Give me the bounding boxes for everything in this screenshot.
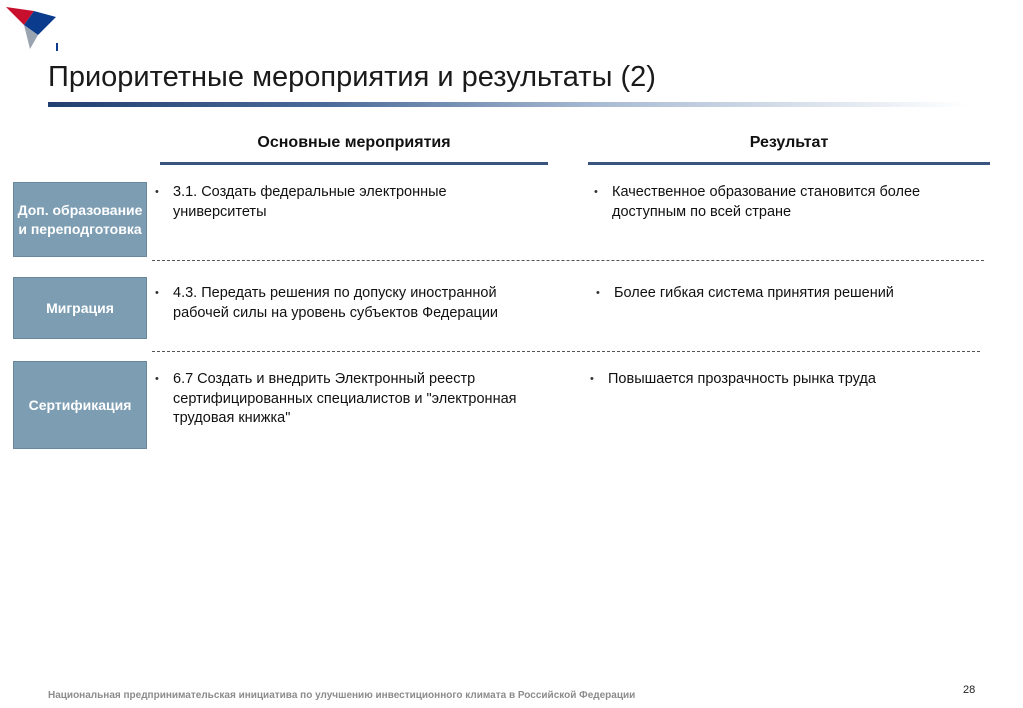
result-text: Более гибкая система принятия решений [614,285,894,301]
column-rule-result [588,162,990,165]
result-item [596,284,976,304]
column-header-result: Результат [749,134,829,151]
category-box-education [13,182,147,257]
activity-text: 6.7 Создать и внедрить Электронный реестр сертифицированных специалистов и "электронная трудовая книжка" [173,371,517,426]
activity-item [155,183,535,222]
result-item [590,370,970,390]
activity-item [155,370,550,429]
column-rule-activities [160,162,548,165]
row-divider [152,260,984,261]
row-divider [152,351,980,352]
bullet-icon: • [155,287,159,299]
result-text: Повышается прозрачность рынка труда [608,371,876,387]
category-label: Миграция [46,299,114,316]
column-header-activities: Основные мероприятия [257,134,451,151]
category-label: Доп. образование и переподготовка [17,201,143,237]
bullet-icon: • [155,373,159,385]
footer-text: Национальная предпринимательская инициатива по улучшению инвестиционного климата в Российской Федерации [48,690,636,701]
bullet-icon: • [596,287,600,299]
activity-item [155,284,535,323]
category-label: Сертификация [28,396,132,413]
bullet-icon: • [594,186,598,198]
activity-text: 4.3. Передать решения по допуску иностранной рабочей силы на уровень субъектов Федерации [173,285,499,321]
activity-text: 3.1. Создать федеральные электронные университеты [173,184,447,220]
logo-icon [4,5,60,51]
category-box-migration [13,277,147,339]
bullet-icon: • [590,373,594,385]
category-box-certification [13,361,147,449]
result-text: Качественное образование становится более доступным по всей стране [612,184,921,220]
title-divider [48,102,968,107]
result-item [594,183,974,222]
page-number: 28 [963,684,976,696]
bullet-icon: • [155,186,159,198]
page-title: Приоритетные мероприятия и результаты (2) [48,61,656,93]
